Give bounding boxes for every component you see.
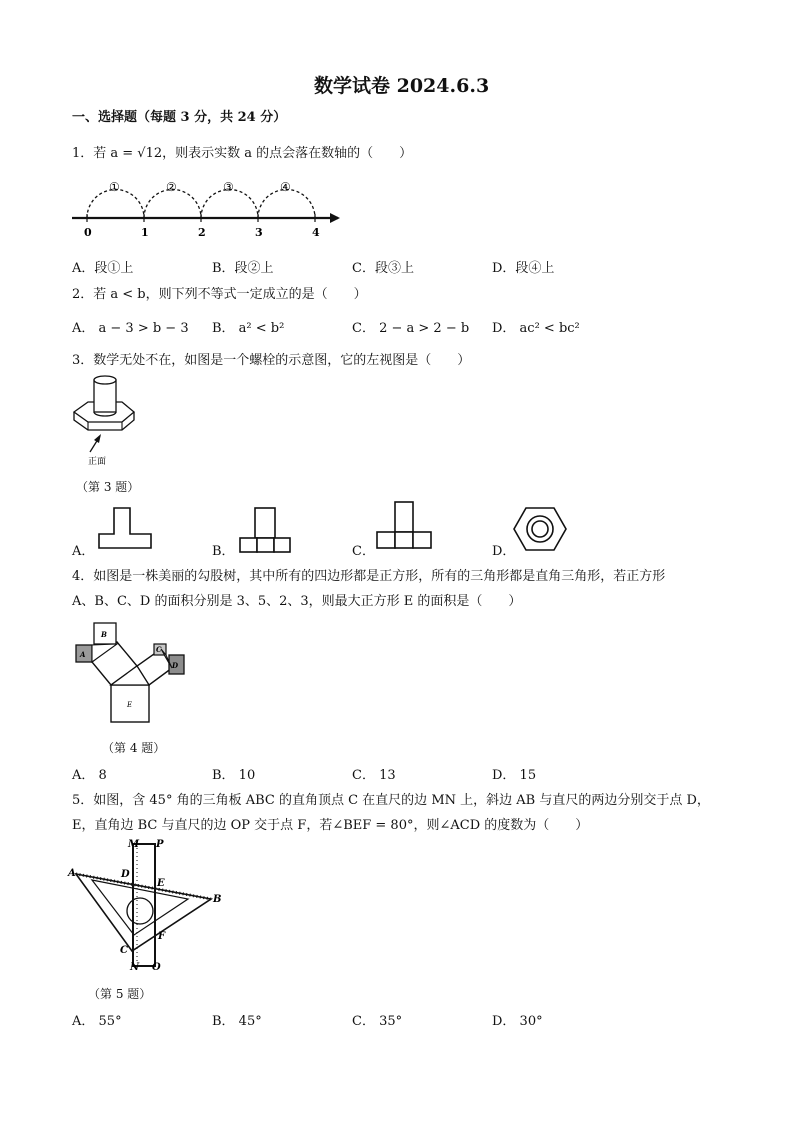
q5-option-b: B． 45°: [212, 1014, 262, 1029]
front-view-label: 正面: [88, 457, 107, 467]
tick-label-1: 1: [141, 226, 149, 239]
question-1-stem: 1．若 a = √12，则表示实数 a 的点会落在数轴的（ ）: [72, 146, 413, 161]
q2-option-b: B． a² < b²: [212, 321, 285, 336]
figure-4-caption: （第 4 题）: [102, 741, 166, 755]
q1-option-a: A．段①上: [72, 261, 134, 276]
arc-label-3: ③: [223, 180, 234, 194]
q2-option-c: C． 2 − a > 2 − b: [352, 321, 470, 336]
q3-option-d-letter: D．: [492, 544, 516, 559]
tick-label-4: 4: [312, 226, 320, 239]
arc-label-2: ②: [166, 180, 177, 194]
triangle-ruler-figure: [68, 836, 228, 976]
figure-5-caption: （第 5 题）: [88, 987, 152, 1001]
q1-option-c: C．段③上: [352, 261, 414, 276]
question-3-stem: 3．数学无处不在，如图是一个螺栓的示意图，它的左视图是（ ）: [72, 353, 471, 368]
point-m-label: M: [128, 839, 140, 850]
q3-option-b-letter: B．: [212, 544, 235, 559]
point-e-label: E: [157, 878, 165, 889]
q3-option-c-figure: [375, 500, 435, 552]
point-d-label: D: [121, 869, 130, 880]
q5-option-a: A． 55°: [72, 1014, 122, 1029]
q4-option-b: B． 10: [212, 768, 256, 783]
question-2-stem: 2．若 a < b，则下列不等式一定成立的是（ ）: [72, 287, 367, 302]
q3-option-c-letter: C．: [352, 544, 375, 559]
point-o-label: O: [152, 962, 161, 973]
q5-option-d: D． 30°: [492, 1014, 543, 1029]
square-e-label: E: [127, 701, 133, 709]
point-a-label: A: [68, 868, 76, 879]
question-5-stem-line-2: E，直角边 BC 与直尺的边 OP 交于点 F，若∠BEF = 80°，则∠ACD 的度数为（ ）: [72, 818, 589, 833]
question-5-stem-line-1: 5．如图，含 45° 角的三角板 ABC 的直角顶点 C 在直尺的边 MN 上，斜边 AB 与直尺的两边分别交于点 D，: [72, 793, 710, 808]
question-4-stem-line-2: A、B、C、D 的面积分别是 3、5、2、3，则最大正方形 E 的面积是（ ）: [72, 594, 522, 609]
square-a-label: A: [80, 650, 86, 659]
figure-3-caption: （第 3 题）: [76, 480, 140, 494]
square-c-label: C: [156, 645, 162, 654]
q1-option-b: B．段②上: [212, 261, 274, 276]
tick-label-2: 2: [198, 226, 206, 239]
q3-option-b-figure: [238, 506, 294, 554]
question-4-stem-line-1: 4．如图是一株美丽的勾股树，其中所有的四边形都是正方形，所有的三角形都是直角三角形，若正方形: [72, 569, 666, 584]
arc-label-4: ④: [280, 180, 291, 194]
q4-option-c: C． 13: [352, 768, 396, 783]
q3-option-a-letter: A．: [72, 544, 95, 559]
q2-option-d: D． ac² < bc²: [492, 321, 580, 336]
q3-option-a-figure: [97, 506, 157, 552]
bolt-figure: [70, 372, 140, 467]
q1-option-d: D．段④上: [492, 261, 555, 276]
arc-label-1: ①: [109, 180, 120, 194]
square-b-label: B: [101, 630, 107, 639]
number-line-figure: [60, 170, 350, 240]
q4-option-a: A． 8: [72, 768, 107, 783]
point-c-label: C: [120, 945, 128, 956]
tick-label-0: 0: [84, 226, 92, 239]
q5-option-c: C． 35°: [352, 1014, 403, 1029]
q3-option-d-figure: [512, 505, 568, 553]
q2-option-a: A． a − 3 > b − 3: [72, 321, 189, 336]
point-n-label: N: [130, 962, 140, 973]
square-d-label: D: [172, 661, 179, 670]
tick-label-3: 3: [255, 226, 263, 239]
pythagoras-tree-figure: [72, 618, 192, 728]
point-b-label: B: [213, 894, 222, 905]
point-p-label: P: [156, 839, 164, 850]
page-title: 数学试卷 2024.6.3: [314, 75, 490, 97]
section-header: 一、选择题（每题 3 分，共 24 分）: [72, 110, 287, 125]
q4-option-d: D． 15: [492, 768, 537, 783]
point-f-label: F: [158, 931, 166, 942]
